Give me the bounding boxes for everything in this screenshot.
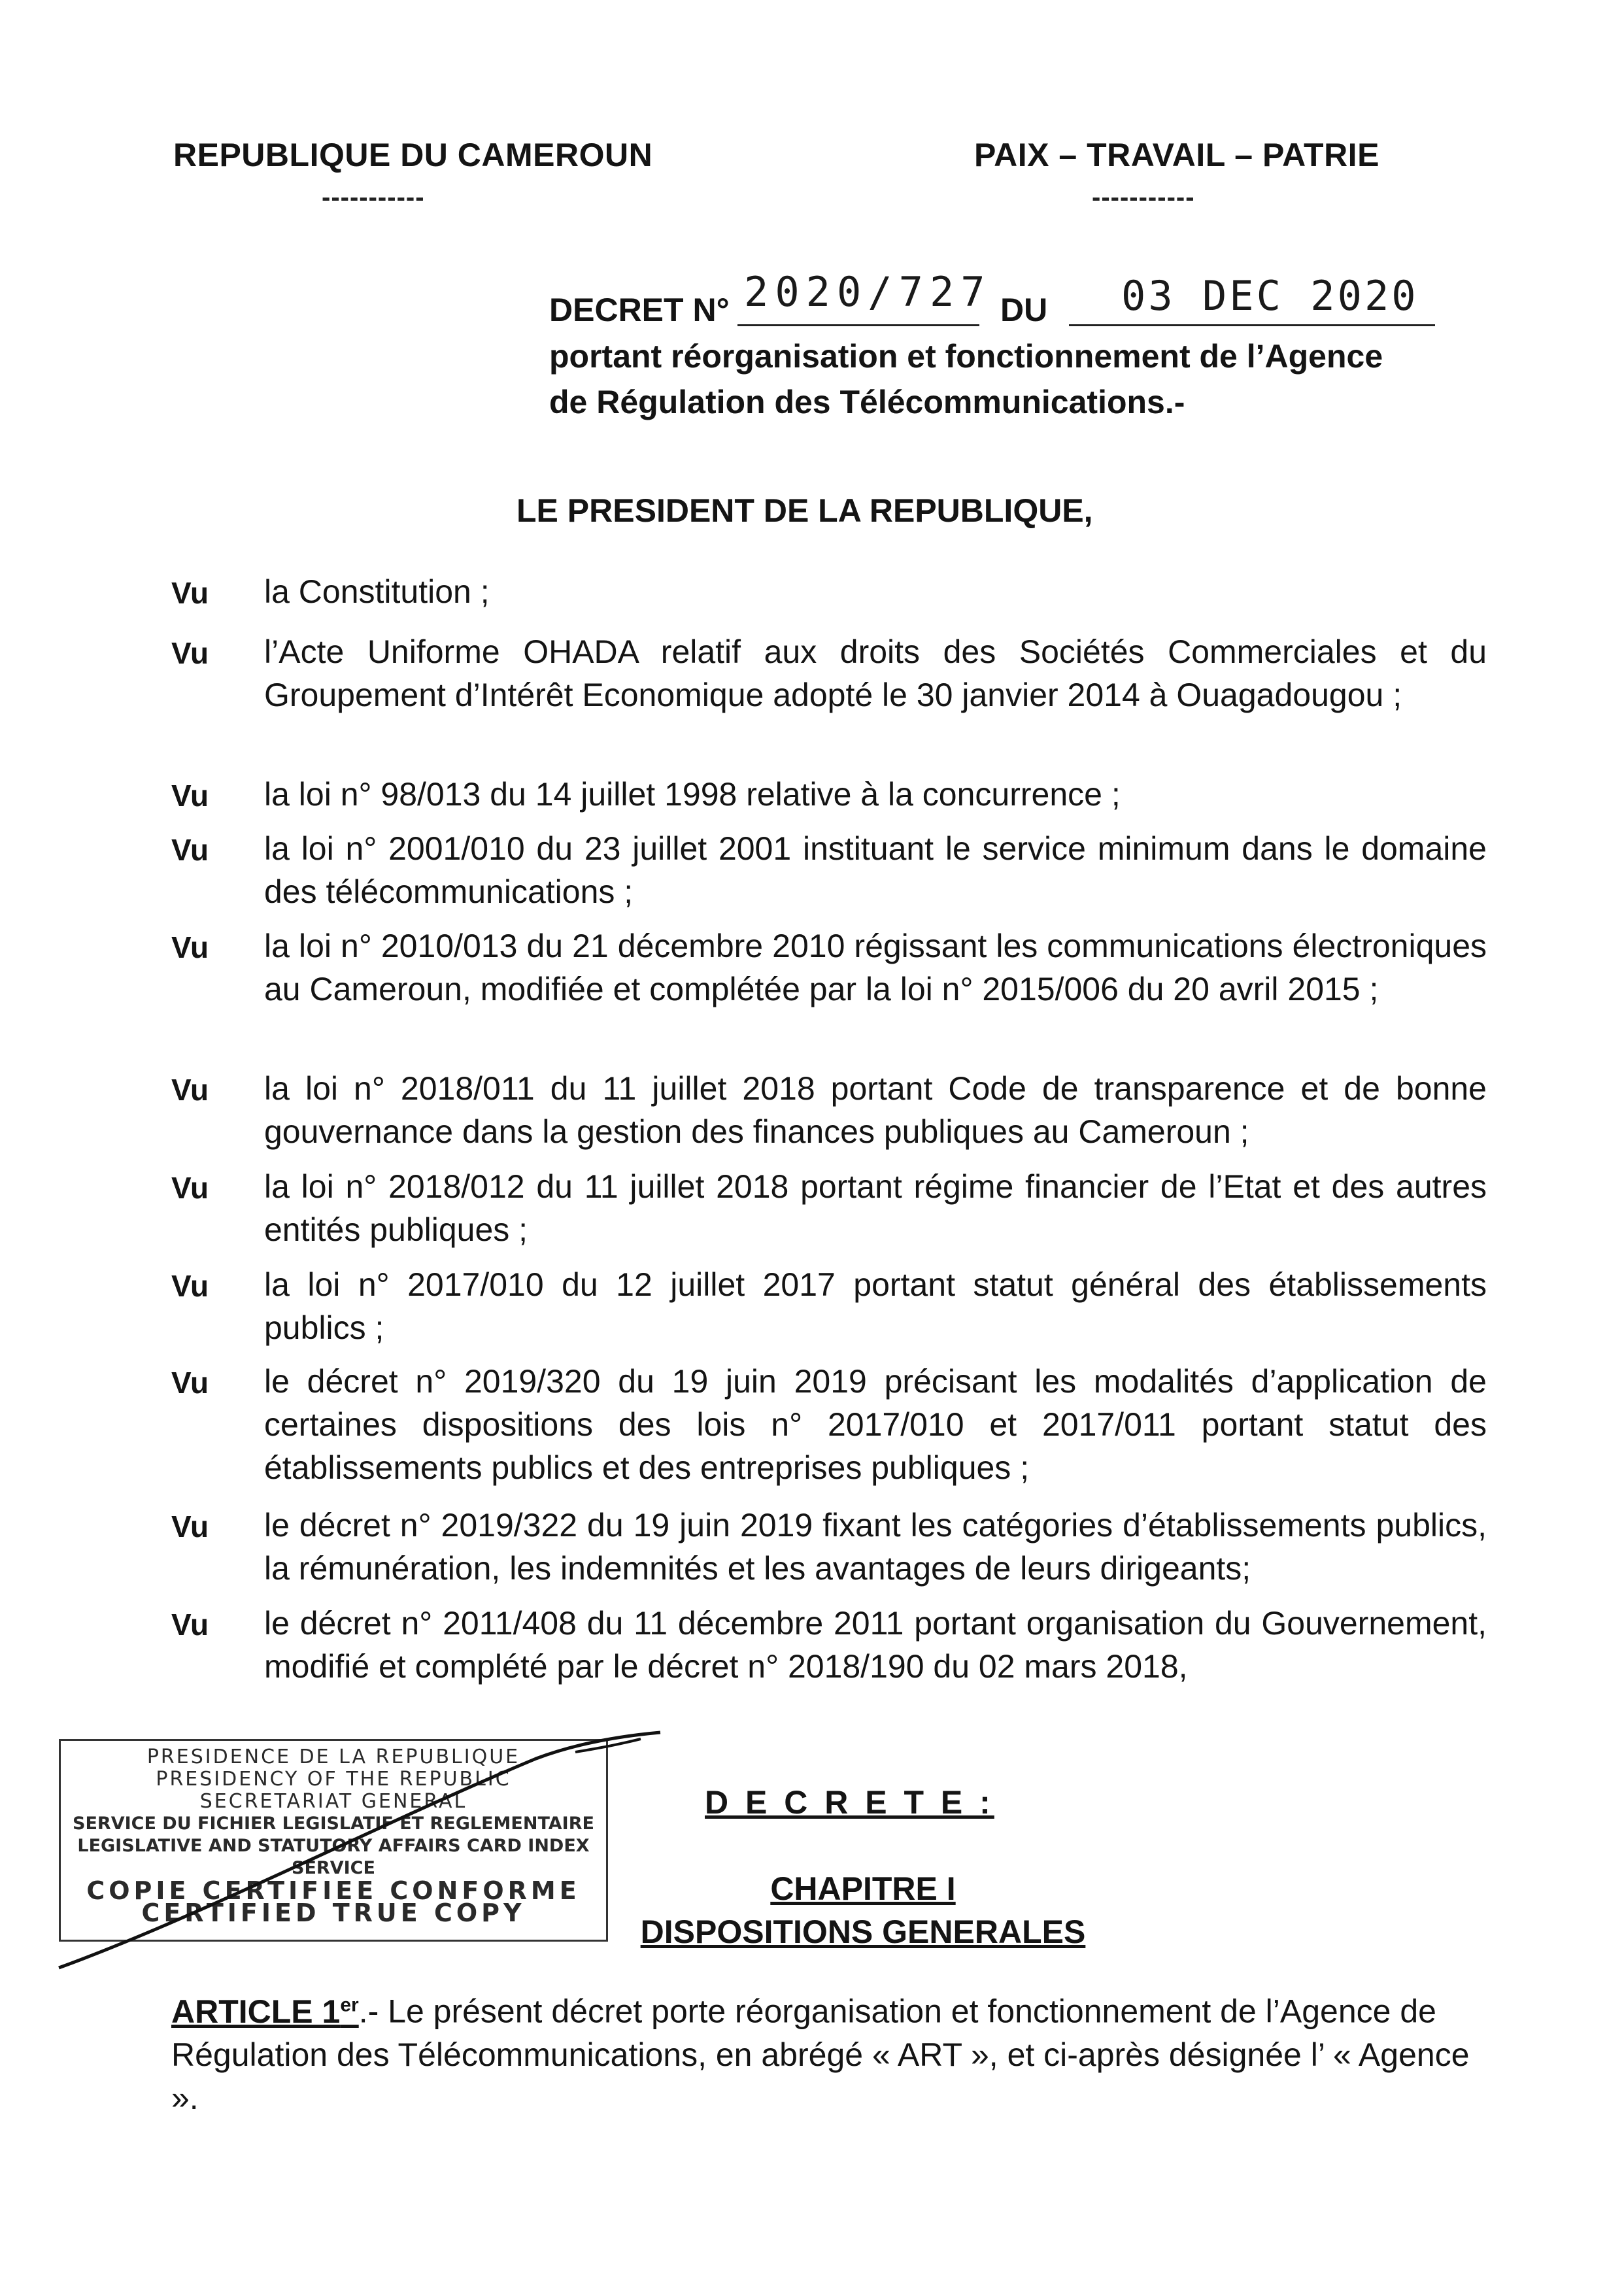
vu-label: Vu (171, 1366, 209, 1400)
vu-item-9: le décret n° 2019/320 du 19 juin 2019 précisant les modalités d’application de certaines dispositions des lois n° 2017/010 et 2017/011 portant statut des établissements publics et des entreprises publiques ; (264, 1363, 1487, 1486)
stamp-line-6: COPIE CERTIFIEE CONFORME (86, 1876, 581, 1905)
stamp-line-3: SECRETARIAT GENERAL (199, 1790, 467, 1813)
decree-subject-line-2: de Régulation des Télécommunications.- (549, 384, 1185, 420)
stamp-line-7: CERTIFIED TRUE COPY (141, 1898, 526, 1927)
decree-subject (549, 333, 1464, 425)
vu-item-3: la loi n° 98/013 du 14 juillet 1998 relative à la concurrence ; (264, 776, 1121, 813)
vu-label: Vu (171, 1269, 209, 1303)
stamp-line-2: PRESIDENCY OF THE REPUBLIC (156, 1768, 511, 1791)
article-1-label-text: ARTICLE 1 (171, 1993, 341, 2030)
vu-item-8: la loi n° 2017/010 du 12 juillet 2017 portant statut général des établissements publics ; (264, 1266, 1487, 1346)
decree-number-field (737, 268, 992, 326)
vu-item-4: la loi n° 2001/010 du 23 juillet 2001 instituant le service minimum dans le domaine des télécommunications ; (264, 830, 1487, 910)
decree-number: 2020/727 (744, 268, 992, 316)
vu-item-2: l’Acte Uniforme OHADA relatif aux droits des Sociétés Commerciales et du Groupement d’Intérêt Economique adopté le 30 janvier 2014 à Ouagadougou ; (264, 633, 1487, 713)
vu-label: Vu (171, 1171, 209, 1205)
vu-label: Vu (171, 1510, 209, 1543)
vu-item-5: la loi n° 2010/013 du 21 décembre 2010 régissant les communications électroniques au Cameroun, modifiée et complétée par la loi n° 2015/006 du 20 avril 2015 ; (264, 928, 1487, 1007)
vu-label: Vu (171, 576, 209, 610)
vu-label: Vu (171, 779, 209, 813)
decrete-heading: D E C R E T E : (705, 1784, 994, 1821)
vu-label: Vu (171, 1073, 209, 1107)
stamp-line-5: LEGISLATIVE AND STATUTORY AFFAIRS CARD INDEX SERVICE (77, 1836, 590, 1878)
article-1 (171, 1983, 1492, 2119)
stamp-line-4: SERVICE DU FICHIER LEGISLATIF ET REGLEMENTAIRE (73, 1813, 594, 1834)
vu-label: Vu (171, 636, 209, 670)
vu-item-1: la Constitution ; (264, 573, 490, 610)
vu-label: Vu (171, 833, 209, 867)
president-heading: LE PRESIDENT DE LA REPUBLIQUE, (516, 492, 1093, 529)
article-1-text: Le présent décret porte réorganisation et fonctionnement de l’Agence de Régulation des Télécommunications, en abrégé « ART », et ci-après désignée l’ « Agence ». (171, 1993, 1470, 2116)
vu-item-7: la loi n° 2018/012 du 11 juillet 2018 portant régime financier de l’Etat et des autres entités publiques ; (264, 1168, 1487, 1248)
vu-label: Vu (171, 1608, 209, 1642)
decree-du-label: DU (1000, 292, 1048, 328)
vu-item-6: la loi n° 2018/011 du 11 juillet 2018 portant Code de transparence et de bonne gouvernance dans la gestion des finances publiques au Cameroun ; (264, 1070, 1487, 1150)
vu-item-11: le décret n° 2011/408 du 11 décembre 2011 portant organisation du Gouvernement, modifié et complété par le décret n° 2018/190 du 02 mars 2018, (264, 1605, 1487, 1685)
vu-label: Vu (171, 930, 209, 964)
decree-date: 03 DEC 2020 (1121, 272, 1419, 320)
decree-date-field (1069, 268, 1435, 326)
signature-stroke (39, 1719, 680, 1981)
decree-number-label: DECRET N° (549, 292, 730, 328)
article-1-suffix: .- (358, 1993, 379, 2030)
chapter-title: CHAPITRE I (770, 1870, 956, 1907)
left-separator: ----------- (322, 183, 425, 212)
republic-title: REPUBLIQUE DU CAMEROUN (173, 137, 653, 173)
article-1-sup: er (340, 1994, 359, 2016)
article-1-label (171, 1993, 359, 2030)
chapter-subtitle: DISPOSITIONS GENERALES (640, 1914, 1086, 1950)
stamp-line-1: PRESIDENCE DE LA REPUBLIQUE (146, 1746, 520, 1768)
motto-title: PAIX – TRAVAIL – PATRIE (974, 137, 1379, 173)
decree-subject-line-1: portant réorganisation et fonctionnement de l’Agence (549, 338, 1383, 375)
vu-item-10: le décret n° 2019/322 du 19 juin 2019 fixant les catégories d’établissements publics, la rémunération, les indemnités et les avantages de leurs dirigeants; (264, 1507, 1487, 1587)
right-separator: ----------- (1092, 183, 1195, 212)
